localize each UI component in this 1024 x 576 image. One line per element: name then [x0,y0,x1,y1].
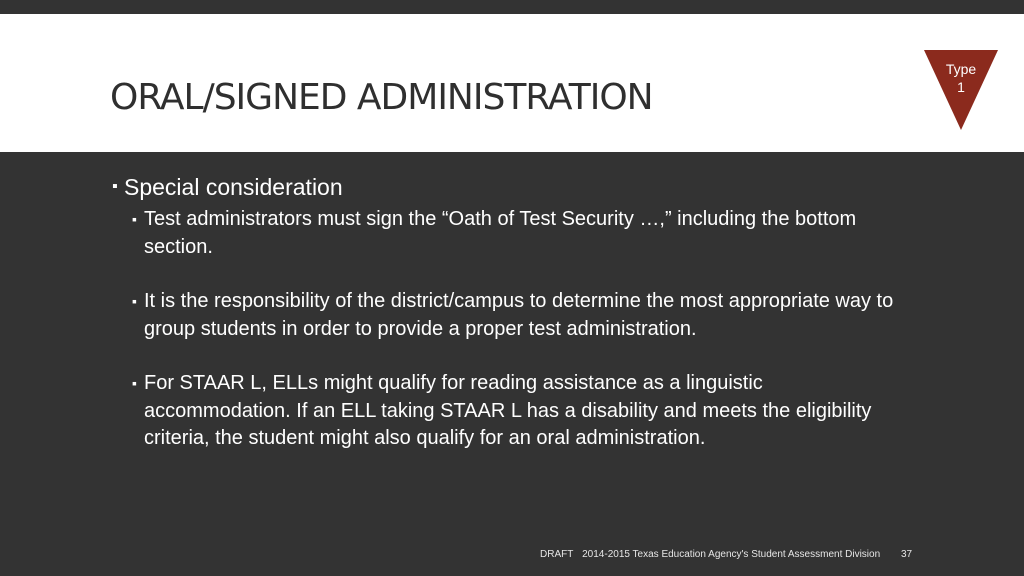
square-bullet-icon: ▪ [112,178,118,195]
sub-bullet-text: Test administrators must sign the “Oath of Test Security …,” including the bottom section. [144,208,857,258]
sub-bullet-text: It is the responsibility of the district/campus to determine the most appropriate way to group students in order to provide a proper test administration. [144,290,894,340]
square-bullet-icon: ▪ [132,293,137,309]
title-band [0,14,1024,152]
bullet-level-2 [132,288,912,343]
square-bullet-icon: ▪ [132,211,137,227]
slide-content [112,172,912,480]
type-badge-label: Type 1 [945,61,977,95]
bullet-level-2 [132,370,912,453]
slide-title: ORAL/SIGNED ADMINISTRATION [110,77,653,118]
footer-source: 2014-2015 Texas Education Agency's Student Assessment Division [582,549,881,560]
sub-bullet-text: For STAAR L, ELLs might qualify for reading assistance as a linguistic accommodation. If an ELL taking STAAR L has a disability and meets the eligibility criteria, the student might also qualify for an oral administration. [144,372,872,449]
footer-draft: DRAFT [540,549,574,560]
square-bullet-icon: ▪ [132,375,137,391]
type-badge [924,50,998,130]
bullet-text: Special consideration [124,174,343,200]
top-strip [0,0,1024,14]
slide-footer [540,548,912,562]
page-number: 37 [900,549,913,560]
bullet-level-1 [112,172,912,202]
bullet-level-2 [132,206,912,261]
